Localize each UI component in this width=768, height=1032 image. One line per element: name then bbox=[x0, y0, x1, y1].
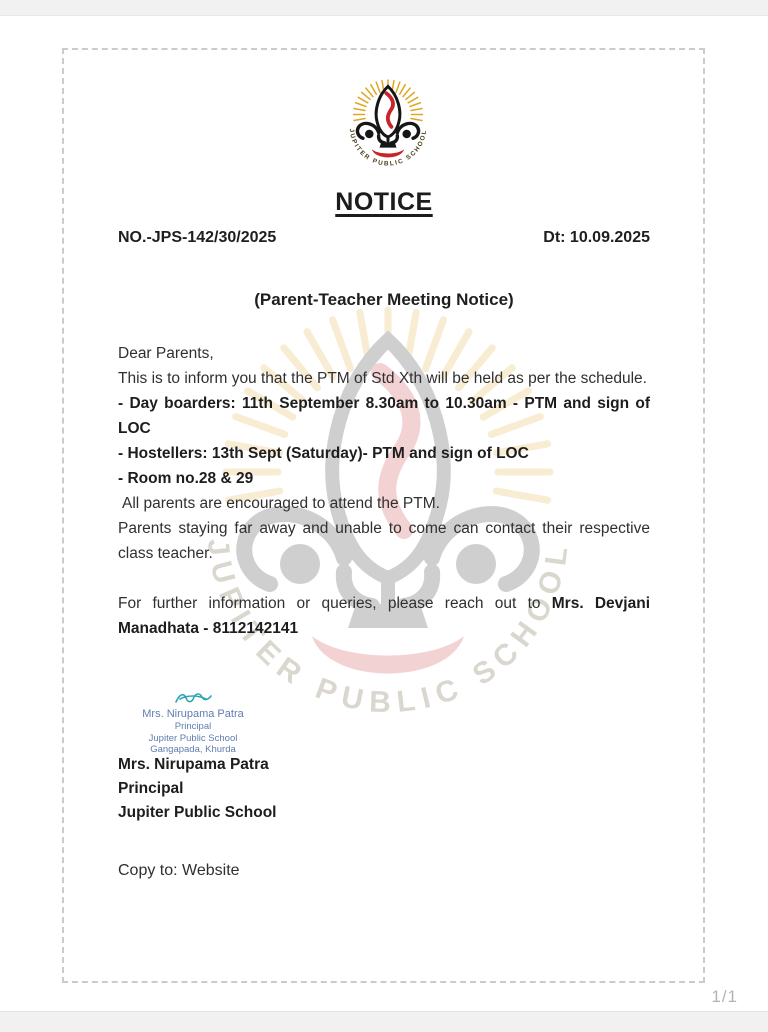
viewer-top-strip bbox=[0, 0, 768, 16]
stamp-designation: Principal bbox=[174, 721, 212, 732]
page-indicator: 1/1 bbox=[711, 987, 738, 1006]
stamp-school: Jupiter Public School bbox=[148, 732, 238, 744]
further-info-paragraph bbox=[118, 591, 650, 641]
principal-stamp bbox=[118, 690, 268, 756]
further-info-text: For further information or queries, please reach out to bbox=[118, 595, 552, 612]
notice-body bbox=[118, 341, 650, 641]
signatory-block bbox=[118, 753, 518, 825]
signatory-school: Jupiter Public School bbox=[118, 804, 277, 821]
further-info-contact: Mrs. Devjani Manadhata - 8112142141 bbox=[118, 595, 650, 637]
schedule-item-day-boarders: - Day boarders: 11th September 8.30am to 10.30am - PTM and sign of LOC bbox=[118, 395, 650, 437]
notice-title: NOTICE bbox=[335, 188, 433, 216]
signatory-designation: Principal bbox=[118, 780, 184, 797]
signature-icon bbox=[171, 690, 215, 707]
signatory-name: Mrs. Nirupama Patra bbox=[118, 756, 269, 773]
copy-to-note: Copy to: Website bbox=[118, 862, 240, 879]
reference-row bbox=[118, 229, 650, 247]
attendance-note: All parents are encouraged to attend the PTM. bbox=[122, 495, 440, 512]
notice-date: Dt: 10.09.2025 bbox=[543, 229, 650, 246]
intro-paragraph: This is to inform you that the PTM of Std Xth will be held as per the schedule. bbox=[118, 370, 647, 387]
school-logo-icon bbox=[337, 72, 439, 174]
salutation: Dear Parents, bbox=[118, 345, 214, 362]
schedule-item-room: - Room no.28 & 29 bbox=[118, 470, 254, 487]
stamp-name: Mrs. Nirupama Patra bbox=[142, 708, 244, 720]
stamp-location: Gangapada, Khurda bbox=[150, 744, 236, 755]
contact-note: Parents staying far away and unable to come can contact their respective class teacher. bbox=[118, 520, 650, 562]
viewer-bottom-strip bbox=[0, 1011, 768, 1032]
reference-number: NO.-JPS-142/30/2025 bbox=[118, 229, 277, 246]
schedule-item-hostellers: - Hostellers: 13th Sept (Saturday)- PTM and sign of LOC bbox=[118, 445, 529, 462]
notice-subtitle: (Parent-Teacher Meeting Notice) bbox=[254, 290, 514, 309]
